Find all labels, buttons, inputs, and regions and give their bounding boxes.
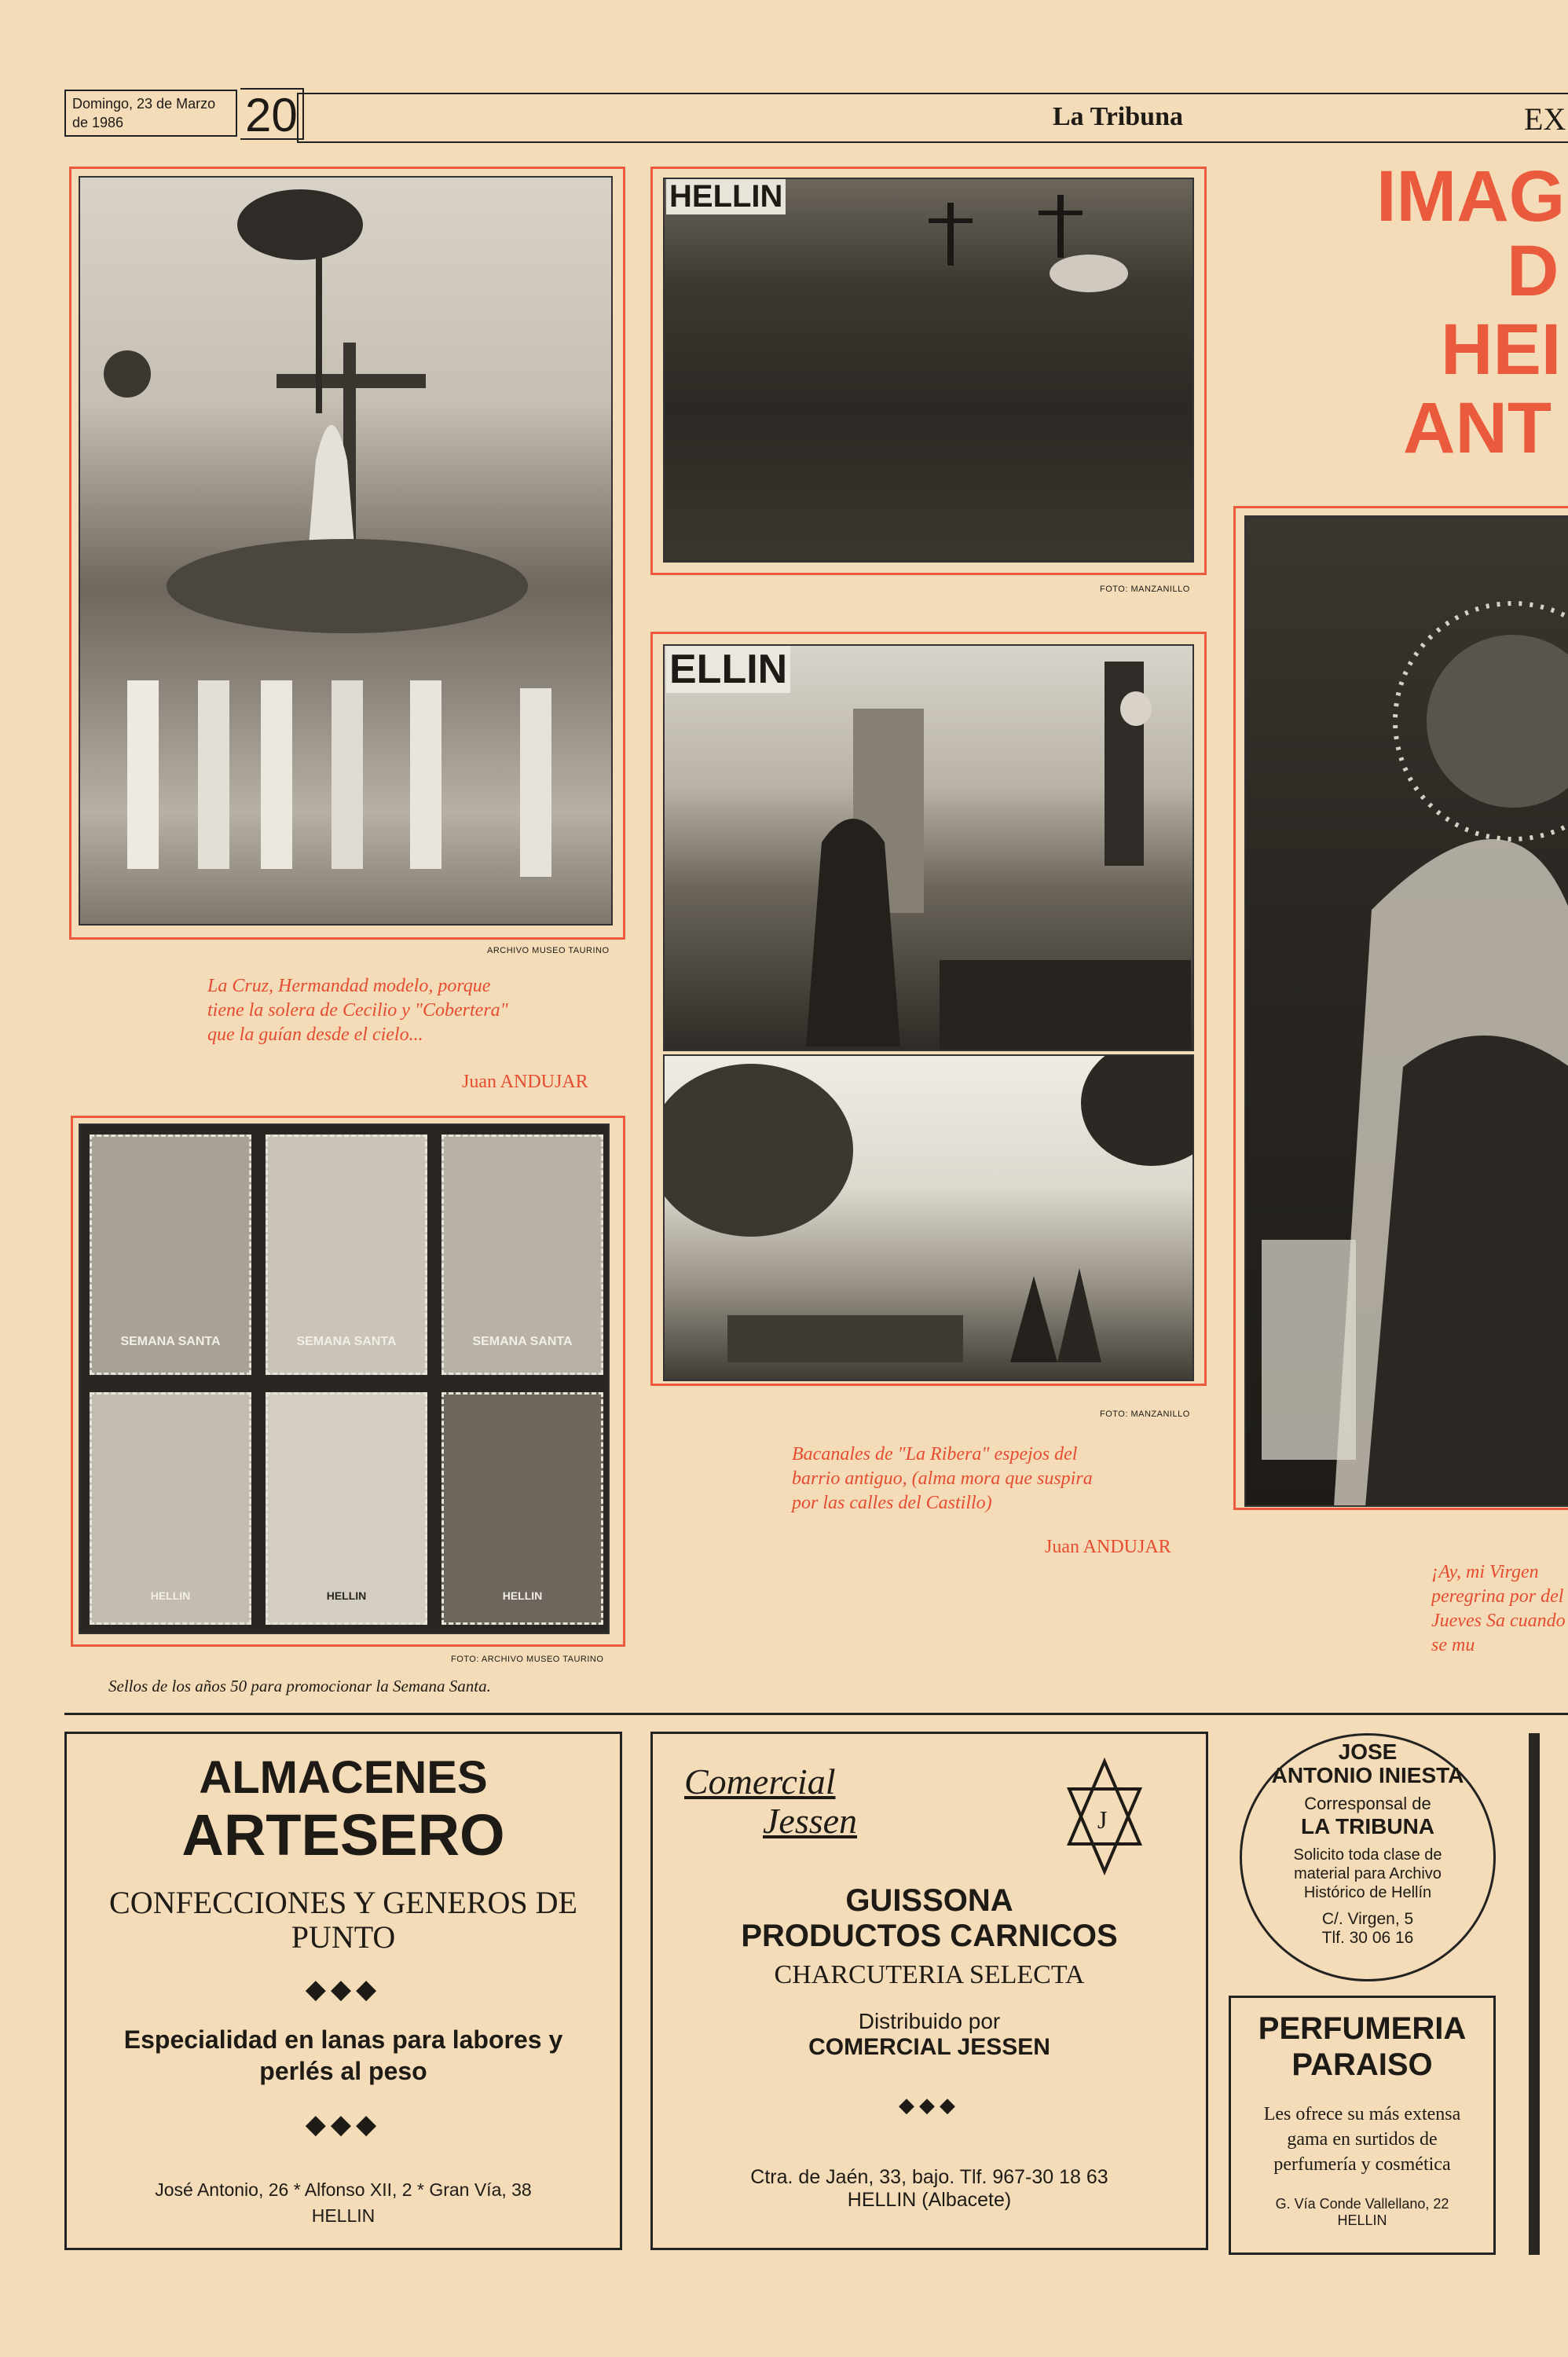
svg-text:J: J bbox=[1097, 1805, 1108, 1834]
iniesta-desc: Solicito toda clase de material para Archivo Histórico de Hellín bbox=[1293, 1846, 1442, 1901]
streets-photo-caption: Bacanales de "La Ribera" espejos del barrio antiguo, (alma mora que suspira por las calles del Castillo) bbox=[792, 1444, 1093, 1513]
header-rule-left bbox=[297, 93, 299, 141]
artesero-city: HELLIN bbox=[311, 2205, 376, 2226]
stamp-4-label: HELLIN bbox=[150, 1589, 191, 1602]
artesero-line4: Especialidad en lanas para labores y perlés al peso bbox=[123, 2025, 563, 2085]
date-box bbox=[64, 90, 237, 137]
jessen-dist2: COMERCIAL JESSEN bbox=[808, 2034, 1050, 2060]
old-street-photo bbox=[663, 644, 1194, 1051]
cross-photo-caption: La Cruz, Hermandad modelo, porque tiene la solera de Cecilio y "Cobertera" que la guían desde el cielo... bbox=[207, 976, 508, 1045]
paraiso-address: G. Vía Conde Vallellano, 22 bbox=[1275, 2196, 1449, 2212]
stamp-3 bbox=[441, 1135, 603, 1375]
jessen-dist1: Distribuido por bbox=[858, 2009, 1001, 2033]
crowd-image bbox=[665, 179, 1194, 563]
paraiso-name1: PERFUMERIA bbox=[1258, 2011, 1467, 2046]
headline-line-1: IMAG bbox=[1376, 156, 1566, 236]
iniesta-phone: Tlf. 30 06 16 bbox=[1321, 1929, 1414, 1947]
stamp-1 bbox=[90, 1135, 251, 1375]
virgin-caption: ¡Ay, mi Virgen peregrina por del Jueves Sa cuando se mu bbox=[1431, 1562, 1566, 1655]
jessen-logo-line2: Jessen bbox=[763, 1801, 858, 1841]
crowd-photo-credit: FOTO: MANZANILLO bbox=[1100, 585, 1190, 594]
iniesta-name1: JOSE bbox=[1338, 1739, 1398, 1764]
castle-view-photo bbox=[663, 1054, 1194, 1381]
jessen-diamonds: ◆◆◆ bbox=[899, 2094, 960, 2117]
adjacent-column-edge bbox=[1529, 1733, 1540, 2255]
ellin-sign: ELLIN bbox=[666, 646, 790, 693]
hellin-sign: HELLIN bbox=[666, 179, 786, 214]
castle-view-image bbox=[665, 1056, 1194, 1381]
stamps-photo bbox=[79, 1124, 610, 1634]
section-name: EX bbox=[1524, 101, 1566, 137]
masthead: La Tribuna bbox=[1053, 102, 1183, 131]
header-rule-bottom bbox=[297, 141, 1568, 143]
artesero-line3: CONFECCIONES Y GENEROS DE PUNTO bbox=[109, 1885, 577, 1955]
old-street-image bbox=[665, 646, 1194, 1051]
crowd-square-photo bbox=[663, 178, 1194, 563]
ad-perfumeria-paraiso bbox=[1229, 1996, 1496, 2255]
streets-photo-author: Juan ANDUJAR bbox=[1045, 1537, 1171, 1557]
iniesta-street: C/. Virgen, 5 bbox=[1321, 1910, 1414, 1928]
ad-section-divider bbox=[64, 1713, 1568, 1715]
issue-date: Domingo, 23 de Marzo de 1986 bbox=[72, 96, 216, 130]
iniesta-paper: LA TRIBUNA bbox=[1300, 1814, 1435, 1838]
iniesta-role: Corresponsal de bbox=[1304, 1794, 1431, 1813]
stamp-6 bbox=[441, 1392, 603, 1625]
artesero-diamonds-2: ◆◆◆ bbox=[305, 2110, 382, 2139]
headline-line-4: ANT bbox=[1403, 388, 1552, 468]
jessen-brand3: CHARCUTERIA SELECTA bbox=[774, 1960, 1085, 1989]
ad-almacenes-artesero bbox=[64, 1732, 622, 2250]
cross-photo-author: Juan ANDUJAR bbox=[462, 1072, 588, 1092]
iniesta-name2: ANTONIO INIESTA bbox=[1271, 1763, 1464, 1787]
page-number: 20 bbox=[240, 88, 304, 140]
headline-line-3: HEI bbox=[1441, 310, 1562, 390]
ad-comercial-jessen bbox=[650, 1732, 1208, 2250]
stamp-4 bbox=[90, 1392, 251, 1625]
headline-line-2: D bbox=[1507, 231, 1559, 311]
stamp-1-label: SEMANA SANTA bbox=[120, 1335, 221, 1348]
jessen-city: HELLIN (Albacete) bbox=[847, 2189, 1012, 2211]
artesero-line1: ALMACENES bbox=[199, 1752, 488, 1803]
stamp-2-label: SEMANA SANTA bbox=[296, 1335, 397, 1348]
stamp-6-label: HELLIN bbox=[502, 1589, 543, 1602]
jessen-logo bbox=[684, 1762, 857, 1841]
streets-photo-credit: FOTO: MANZANILLO bbox=[1100, 1409, 1190, 1419]
artesero-line2: ARTESERO bbox=[181, 1802, 505, 1868]
stamps-caption: Sellos de los años 50 para promocionar la Semana Santa. bbox=[108, 1677, 491, 1695]
jessen-logo-line1: Comercial bbox=[684, 1761, 836, 1802]
jessen-brand2: PRODUCTOS CARNICOS bbox=[741, 1919, 1118, 1953]
star-of-david-icon bbox=[1061, 1758, 1148, 1875]
cross-procession-image bbox=[80, 178, 613, 926]
artesero-address: José Antonio, 26 * Alfonso XII, 2 * Gran Vía, 38 bbox=[155, 2179, 532, 2200]
header-rule-top bbox=[297, 93, 1568, 94]
virgin-image bbox=[1246, 517, 1568, 1507]
paraiso-desc: Les ofrece su más extensa gama en surtidos de perfumería y cosmética bbox=[1263, 2104, 1461, 2175]
stamps-photo-credit: FOTO: ARCHIVO MUSEO TAURINO bbox=[451, 1655, 604, 1664]
jessen-address: Ctra. de Jaén, 33, bajo. Tlf. 967-30 18 63 bbox=[750, 2166, 1108, 2188]
cross-photo-credit: ARCHIVO MUSEO TAURINO bbox=[487, 946, 610, 955]
stamp-3-label: SEMANA SANTA bbox=[472, 1335, 573, 1348]
artesero-diamonds-1: ◆◆◆ bbox=[305, 1975, 382, 2004]
ad-jose-antonio-iniesta bbox=[1240, 1733, 1496, 1981]
cross-procession-photo bbox=[79, 176, 613, 926]
stamp-5-label: HELLIN bbox=[326, 1589, 367, 1602]
paraiso-city: HELLIN bbox=[1337, 2212, 1387, 2228]
virgin-photo bbox=[1244, 515, 1568, 1507]
jessen-brand1: GUISSONA bbox=[845, 1883, 1013, 1918]
stamp-5 bbox=[266, 1392, 427, 1625]
paraiso-name2: PARAISO bbox=[1291, 2047, 1433, 2082]
stamp-2 bbox=[266, 1135, 427, 1375]
